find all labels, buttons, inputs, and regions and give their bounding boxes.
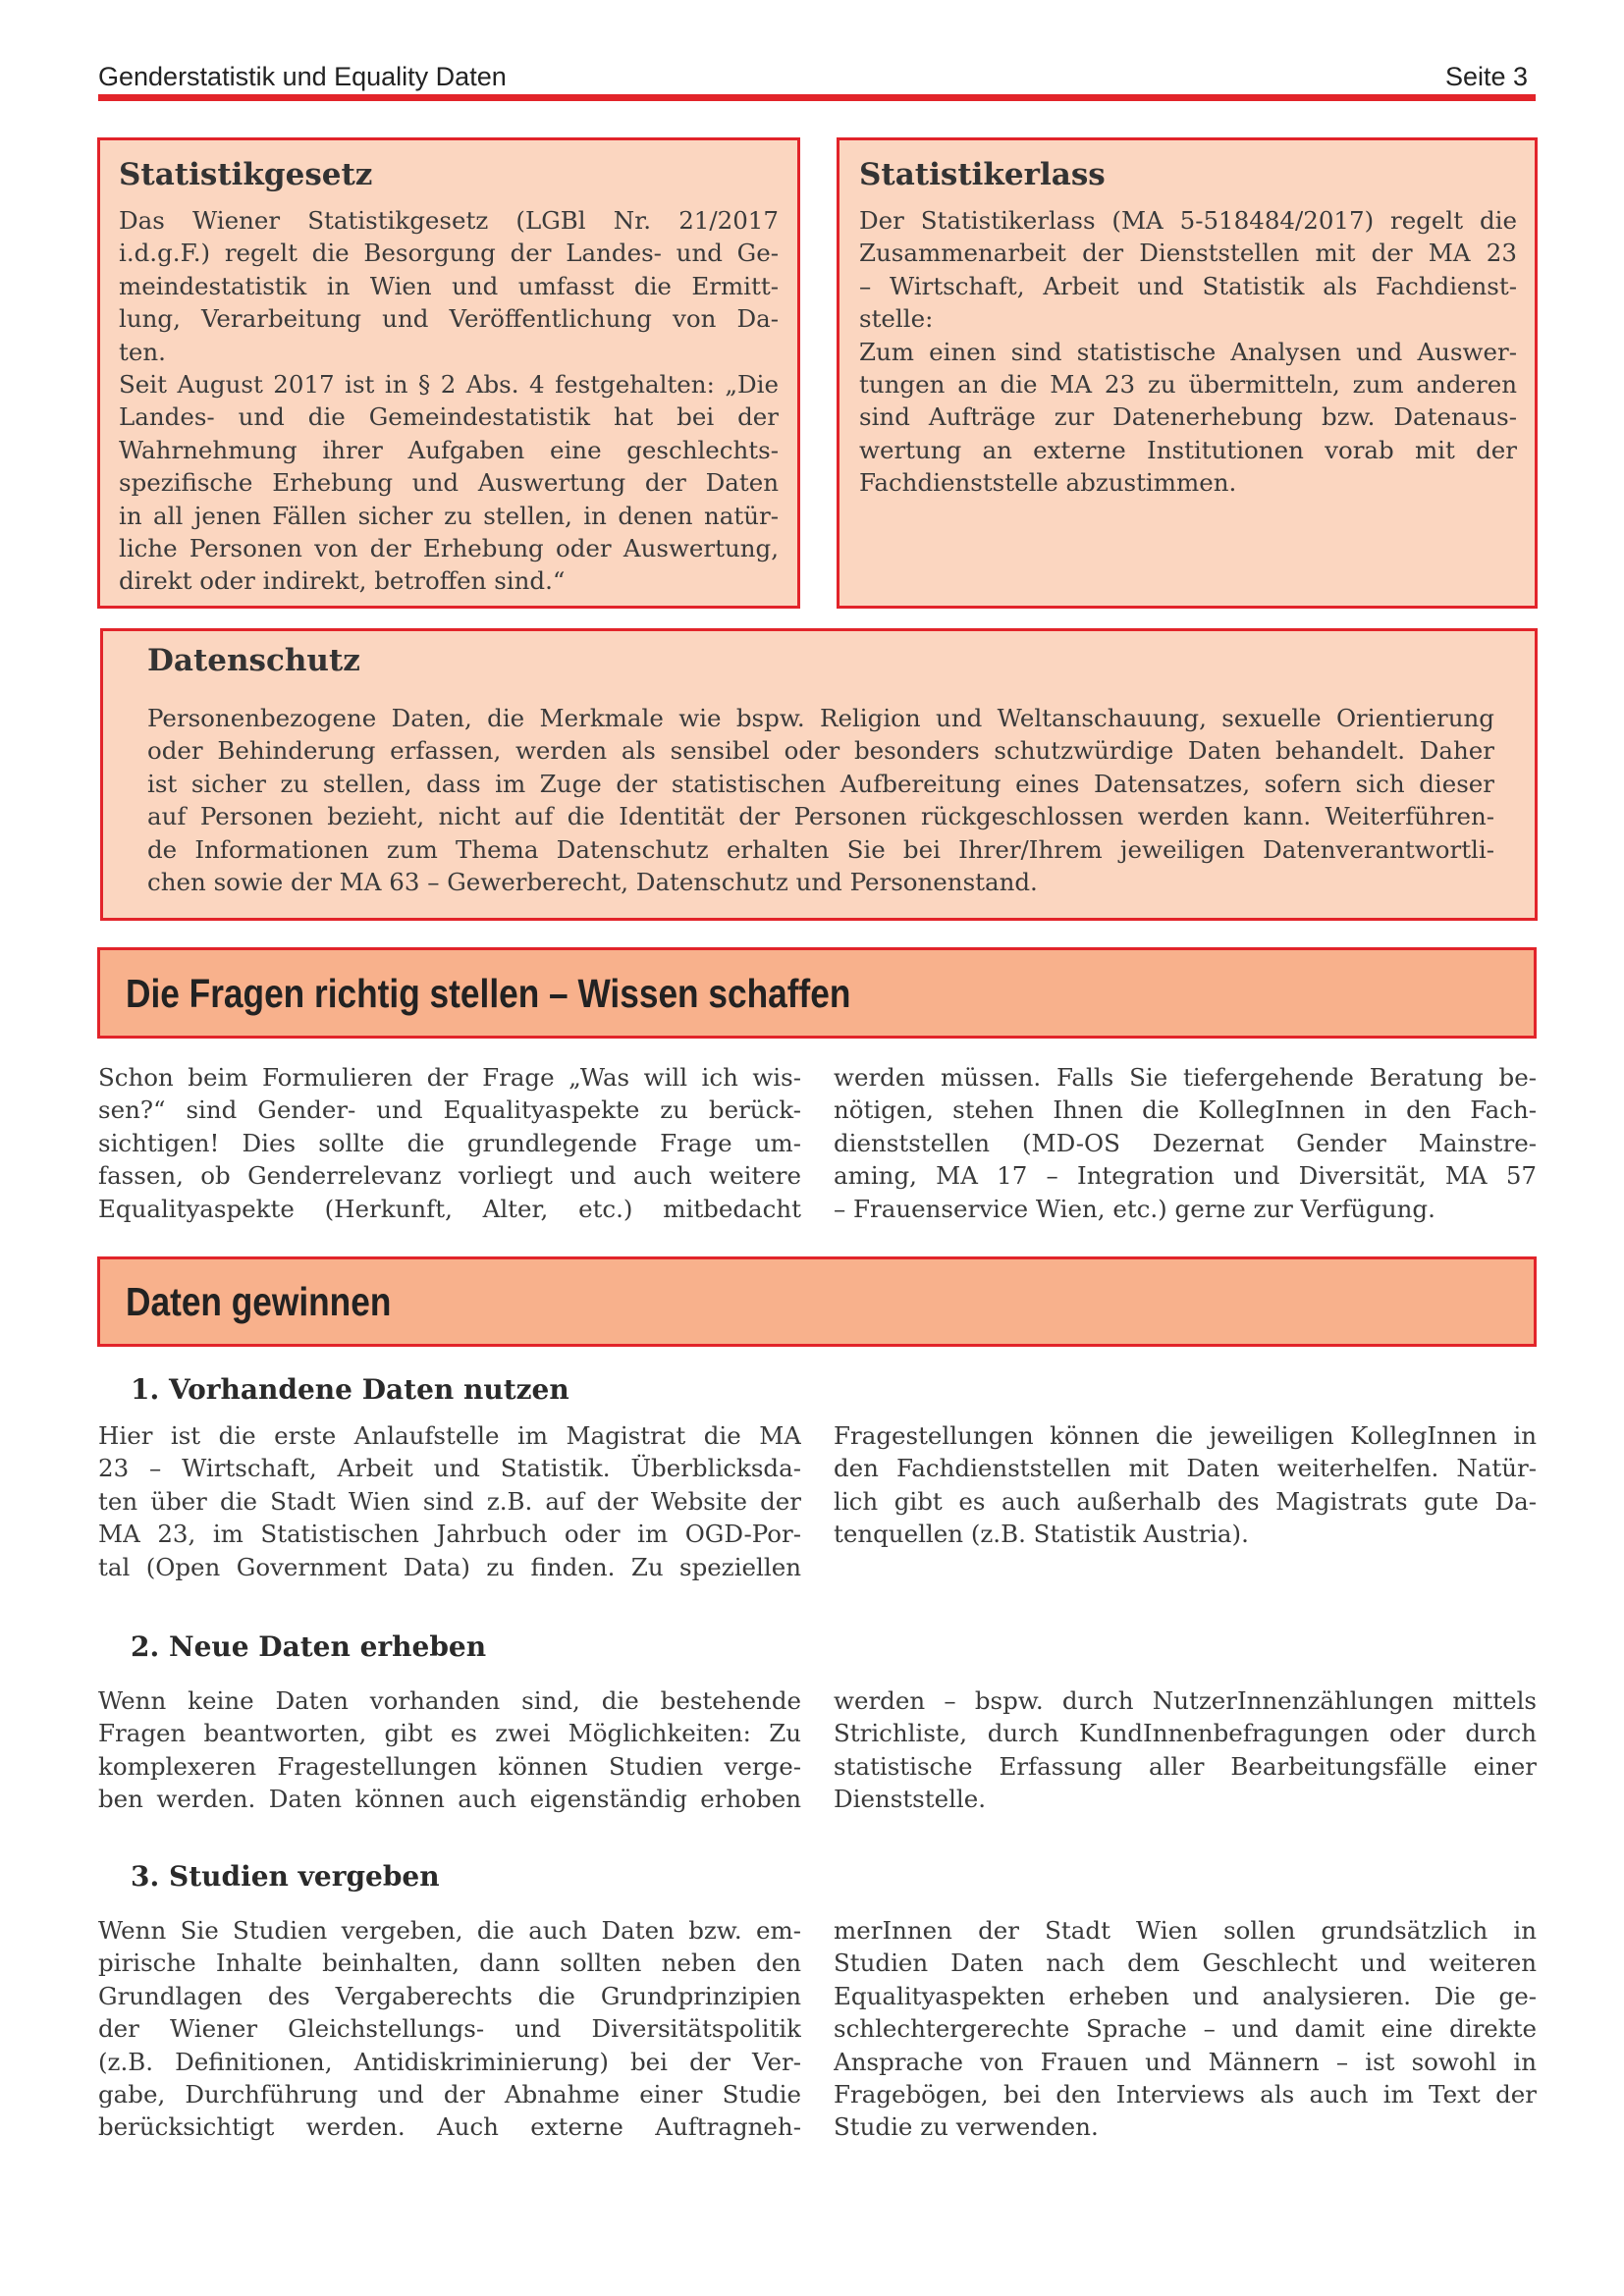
text-line: Dienststelle. [834,1785,987,1814]
text-line: Zum einen sind statistische Analysen und Auswer- [859,337,1517,366]
text-line: fassen, ob Genderrelevanz vorliegt und auch weitere [98,1161,801,1191]
text-line: Der Statistikerlass (MA 5-518484/2017) regelt die [859,206,1517,235]
text-line: Fragen beantworten, gibt es zwei Möglichkeiten: Zu [98,1719,801,1748]
text-line: Fragestellungen können die jeweiligen KollegInnen in [834,1421,1537,1450]
text-line: tungen an die MA 23 zu übermitteln, zum anderen [859,369,1517,399]
text-line: de Informationen zum Thema Datenschutz erhalten Sie bei Ihrer/Ihrem jeweiligen Datenverantwortli- [147,834,1494,864]
datenschutz-text [147,702,1494,898]
section-2-title: 2. Neue Daten erheben [131,1630,487,1663]
datenschutz-box [100,628,1538,921]
text-line: wertung an externe Institutionen vorab mit der [859,435,1517,464]
text-line: Studien Daten nach dem Geschlecht und weiteren [834,1949,1537,1978]
statistikerlass-title: Statistikerlass [859,157,1106,192]
text-line: ten. [119,337,166,366]
text-line: statistische Erfassung aller Bearbeitungsfälle einer [834,1751,1537,1781]
text-line: tenquellen (z.B. Statistik Austria). [834,1520,1249,1549]
text-line: in all jenen Fällen sicher zu stellen, in denen natür- [119,501,779,530]
text-line: der Wiener Gleichstellungs- und Diversitätspolitik [98,2014,801,2044]
text-line: MA 23, im Statistischen Jahrbuch oder im OGD-Por- [98,1520,801,1549]
text-line: aming, MA 17 – Integration und Diversität, MA 57 [834,1161,1537,1191]
section-1-right-column [834,1419,1537,1551]
text-line: (z.B. Definitionen, Antidiskriminierung) bei der Ver- [98,2047,801,2076]
text-line: Hier ist die erste Anlaufstelle im Magistrat die MA [98,1421,801,1450]
text-line: tal (Open Government Data) zu finden. Zu speziellen [98,1552,801,1581]
text-line: Equalityaspekten erheben und analysieren. Die ge- [834,1981,1537,2010]
page-number: Seite 3 [1444,62,1528,91]
text-line: nötigen, stehen Ihnen die KollegInnen in den Fach- [834,1095,1537,1125]
section-1-left-column [98,1419,801,1583]
section-3-title: 3. Studien vergeben [131,1860,440,1893]
statistikerlass-box [837,137,1538,609]
text-line: 23 – Wirtschaft, Arbeit und Statistik. Überblicksda- [98,1454,801,1483]
text-line: Seit August 2017 ist in § 2 Abs. 4 festgehalten: „Die [119,369,779,399]
text-line: dienststellen (MD-OS Dezernat Gender Mainstre- [834,1128,1537,1157]
text-line: berücksichtigt werden. Auch externe Auftragneh- [98,2112,801,2142]
text-line: meindestatistik in Wien und umfasst die Ermitt- [119,271,779,300]
text-line: merInnen der Stadt Wien sollen grundsätzlich in [834,1916,1537,1945]
text-line: werden – bspw. durch NutzerInnenzählungen mittels [834,1686,1537,1715]
text-line: pirische Inhalte beinhalten, dann sollten neben den [98,1949,801,1978]
section-3-right-column [834,1914,1537,2144]
text-line: stelle: [859,304,934,334]
statistikgesetz-text [119,204,779,598]
text-line: Equalityaspekte (Herkunft, Alter, etc.) mitbedacht [98,1194,801,1223]
text-line: den Fachdienststellen mit Daten weiterhelfen. Natür- [834,1454,1537,1483]
text-line: lich gibt es auch außerhalb des Magistrats gute Da- [834,1486,1537,1516]
text-line: Landes- und die Gemeindestatistik hat bei der [119,402,779,432]
section-2-right-column [834,1684,1537,1816]
text-line: lung, Verarbeitung und Veröffentlichung von Da- [119,304,779,334]
text-line: auf Personen bezieht, nicht auf die Identität der Personen rückgeschlossen werden kann. Weiterführen- [147,802,1494,831]
text-line: Schon beim Formulieren der Frage „Was will ich wis- [98,1063,801,1092]
text-line: spezifische Erhebung und Auswertung der Daten [119,468,779,498]
text-line: sind Aufträge zur Datenerhebung bzw. Datenaus- [859,402,1517,432]
text-line: Zusammenarbeit der Dienststellen mit der MA 23 [859,239,1517,268]
section-2-left-column [98,1684,801,1816]
text-line: oder Behinderung erfassen, werden als sensibel oder besonders schutzwürdige Daten behandelt. Daher [147,736,1494,766]
text-line: Personenbezogene Daten, die Merkmale wie bspw. Religion und Weltanschauung, sexuelle Orientierung [147,704,1494,732]
text-line: Fragebögen, bei den Interviews als auch im Text der [834,2079,1537,2109]
text-line: gabe, Durchführung und der Abnahme einer Studie [98,2079,801,2109]
statistikgesetz-title: Statistikgesetz [119,157,373,192]
text-line: liche Personen von der Erhebung oder Auswertung, [119,533,779,562]
text-line: schlechtergerechte Sprache – und damit eine direkte [834,2014,1537,2044]
text-line: ten über die Stadt Wien sind z.B. auf der Website der [98,1486,801,1516]
text-line: werden müssen. Falls Sie tiefergehende Beratung be- [834,1063,1537,1092]
text-line: Grundlagen des Vergaberechts die Grundprinzipien [98,1981,801,2010]
statistikerlass-text [859,204,1517,500]
text-line: sichtigen! Dies sollte die grundlegende Frage um- [98,1128,801,1157]
fragen-right-column [834,1061,1537,1225]
datenschutz-title: Datenschutz [147,643,360,678]
text-line: Studie zu verwenden. [834,2112,1099,2142]
text-line: komplexeren Fragestellungen können Studien verge- [98,1751,801,1781]
fragen-left-column [98,1061,801,1225]
text-line: Wenn Sie Studien vergeben, die auch Daten bzw. em- [98,1916,801,1945]
fragen-heading-banner [97,947,1537,1039]
text-line: Wenn keine Daten vorhanden sind, die bestehende [98,1686,801,1715]
text-line: Wahrnehmung ihrer Aufgaben eine geschlechts- [119,435,779,464]
text-line: chen sowie der MA 63 – Gewerberecht, Datenschutz und Personenstand. [147,867,1038,896]
text-line: Fachdienststelle abzustimmen. [859,468,1237,498]
statistikgesetz-box [97,137,800,609]
text-line: – Wirtschaft, Arbeit und Statistik als Fachdienst- [859,271,1517,300]
text-line: Das Wiener Statistikgesetz (LGBl Nr. 21/2017 [119,206,779,235]
text-line: Strichliste, durch KundInnenbefragungen oder durch [834,1719,1537,1748]
daten-heading-banner [97,1256,1537,1347]
text-line: ben werden. Daten können auch eigenständig erhoben [98,1785,801,1814]
text-line: Ansprache von Frauen und Männern – ist sowohl in [834,2047,1537,2076]
section-1-title: 1. Vorhandene Daten nutzen [131,1373,569,1406]
text-line: sen?“ sind Gender- und Equalityaspekte zu berück- [98,1095,801,1125]
text-line: – Frauenservice Wien, etc.) gerne zur Verfügung. [834,1194,1435,1223]
text-line: direkt oder indirekt, betroffen sind.“ [119,566,566,596]
daten-heading: Daten gewinnen [126,1279,392,1324]
section-3-left-column [98,1914,801,2144]
fragen-heading: Die Fragen richtig stellen – Wissen schaffen [126,971,851,1016]
running-header-title: Genderstatistik und Equality Daten [98,62,507,91]
header-rule [98,94,1536,101]
text-line: ist sicher zu stellen, dass im Zuge der statistischen Aufbereitung eines Datensatzes, sofern sich dieser [147,769,1494,798]
text-line: i.d.g.F.) regelt die Besorgung der Landes- und Ge- [119,239,779,268]
